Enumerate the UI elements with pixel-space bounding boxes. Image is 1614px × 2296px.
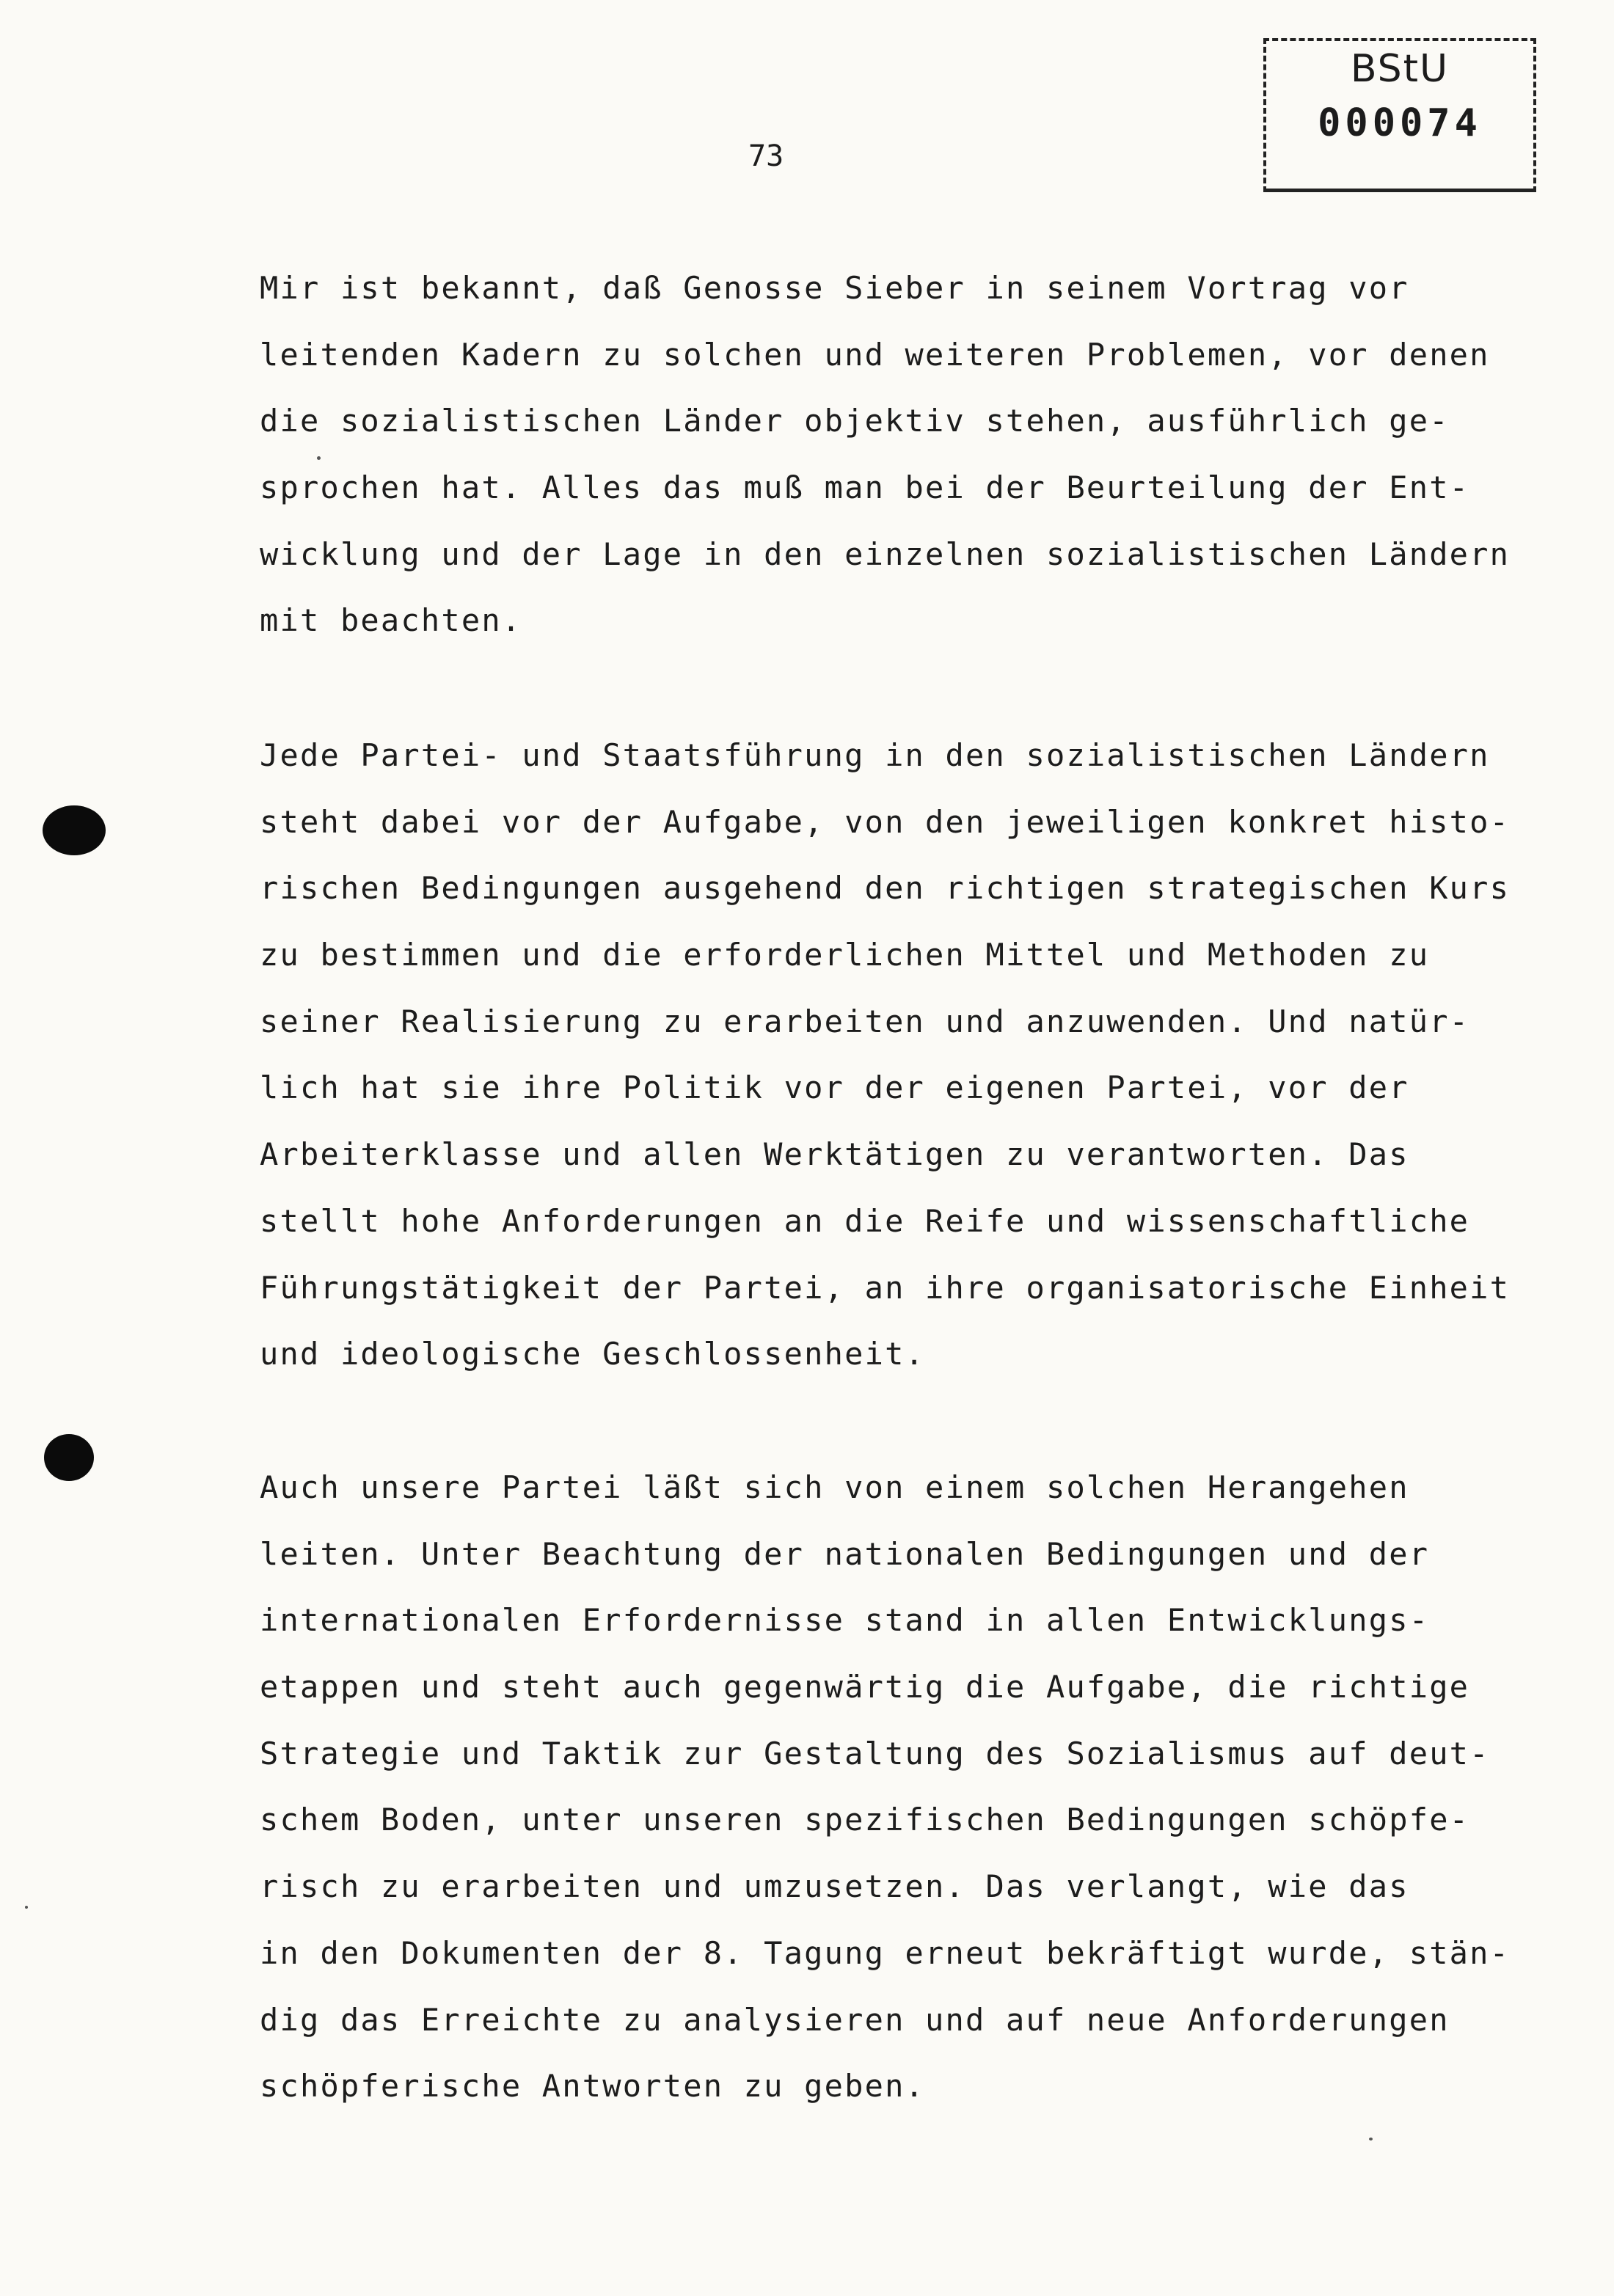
punch-hole-lower [44,1434,94,1481]
text-line: leitenden Kadern zu solchen und weiteren Problemen, vor denen [260,336,1490,373]
paragraph-2 [260,723,1511,1388]
text-line: sprochen hat. Alles das muß man bei der Beurteilung der Ent- [260,469,1470,506]
text-line: etappen und steht auch gegenwärtig die Aufgabe, die richtige [260,1669,1470,1705]
text-line: Arbeiterklasse und allen Werktätigen zu verantworten. Das [260,1136,1409,1173]
text-line: lich hat sie ihre Politik vor der eigenen Partei, vor der [260,1070,1409,1106]
text-line: in den Dokumenten der 8. Tagung erneut bekräftigt wurde, stän- [260,1934,1511,1971]
text-line: schöpferische Antworten zu geben. [260,2068,926,2105]
text-line: mit beachten. [260,602,522,639]
text-line: rischen Bedingungen ausgehend den richtigen strategischen Kurs [260,870,1511,907]
text-line: die sozialistischen Länder objektiv stehen, ausführlich ge- [260,403,1450,439]
text-line: schem Boden, unter unseren spezifischen Bedingungen schöpfe- [260,1802,1470,1838]
paper-speck [1369,2138,1373,2140]
page-number: 73 [748,139,784,173]
stamp-page-id: 000074 [1318,101,1482,145]
text-line: Mir ist bekannt, daß Genosse Sieber in seinem Vortrag vor [260,270,1409,306]
text-line: Führungstätigkeit der Partei, an ihre organisatorische Einheit [260,1269,1511,1306]
text-line: Auch unsere Partei läßt sich von einem solchen Herangehen [260,1469,1409,1505]
text-line: risch zu erarbeiten und umzusetzen. Das verlangt, wie das [260,1868,1409,1905]
text-line: leiten. Unter Beachtung der nationalen Bedingungen und der [260,1535,1430,1572]
stamp-archive-name: BStU [1350,47,1450,91]
archive-stamp [1263,38,1536,192]
paragraph-3 [260,1455,1511,2120]
punch-hole-upper [43,805,106,855]
text-line: seiner Realisierung zu erarbeiten und anzuwenden. Und natür- [260,1003,1470,1039]
text-line: steht dabei vor der Aufgabe, von den jeweiligen konkret histo- [260,803,1511,840]
text-line: stellt hohe Anforderungen an die Reife und wissenschaftliche [260,1202,1470,1239]
text-line: Jede Partei- und Staatsführung in den sozialistischen Ländern [260,737,1490,773]
text-line: zu bestimmen und die erforderlichen Mittel und Methoden zu [260,937,1430,973]
paragraph-1 [260,255,1511,654]
text-line: Strategie und Taktik zur Gestaltung des Sozialismus auf deut- [260,1735,1490,1772]
text-line: und ideologische Geschlossenheit. [260,1336,926,1372]
text-line: internationalen Erfordernisse stand in allen Entwicklungs- [260,1602,1430,1639]
text-line: dig das Erreichte zu analysieren und auf neue Anforderungen [260,2001,1450,2038]
text-line: wicklung und der Lage in den einzelnen sozialistischen Ländern [260,535,1511,572]
paper-speck [25,1906,28,1909]
